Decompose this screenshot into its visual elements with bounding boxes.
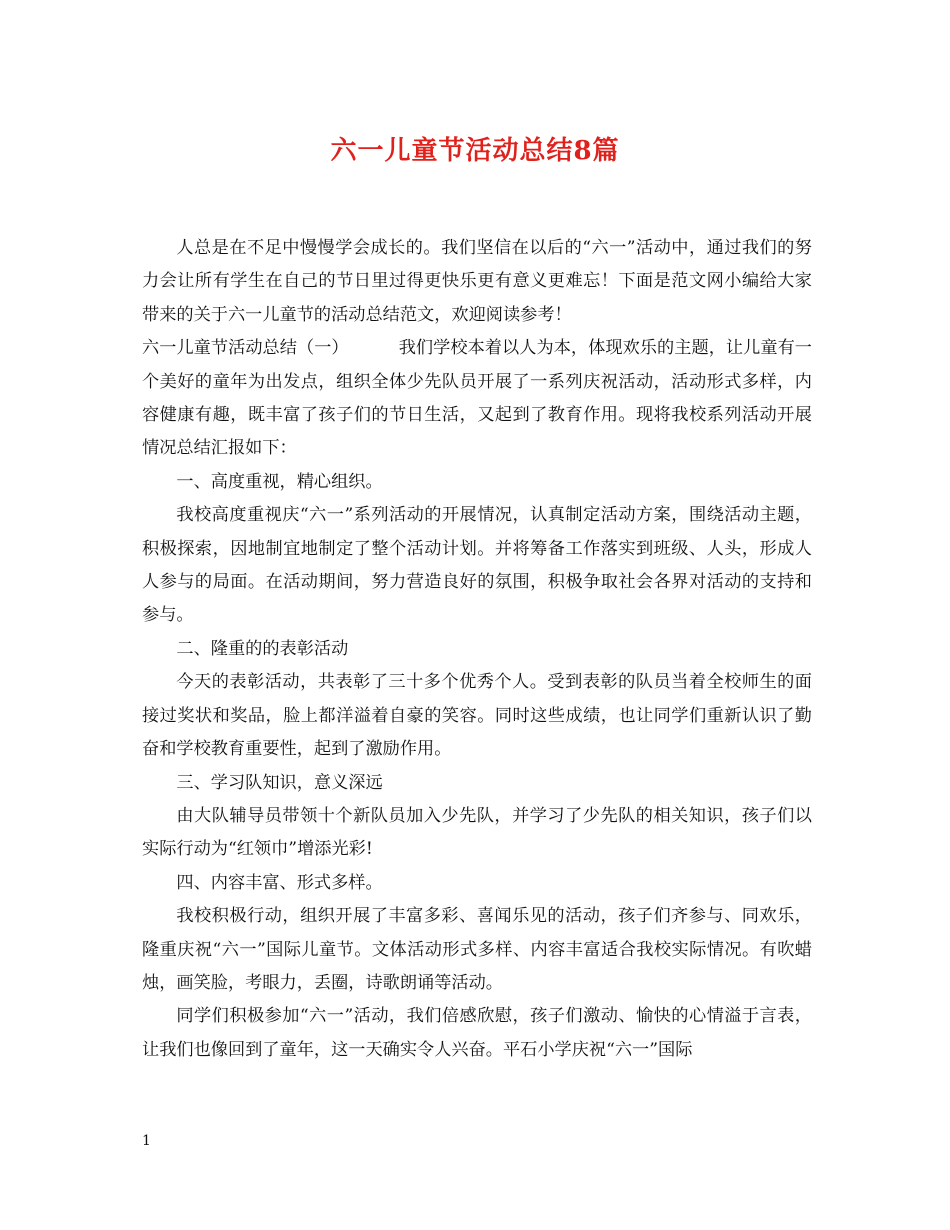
paragraph-5: 同学们积极参加“六一”活动，我们倍感欣慰，孩子们激动、愉快的心情溢于言表，让我们也像回到了童年，这一天确实令人兴奋。平石小学庆祝“六一”国际 (142, 1006, 812, 1060)
document-body (142, 232, 812, 1067)
document-title: 六一儿童节活动总结8篇 (330, 136, 620, 166)
heading-2: 二、隆重的的表彰活动 (176, 638, 349, 659)
heading-4: 四、内容丰富、形式多样。 (176, 872, 383, 893)
section-heading: 六一儿童节活动总结（一） (142, 338, 349, 359)
paragraph-2: 今天的表彰活动，共表彰了三十多个优秀个人。受到表彰的队员当着全校师生的面接过奖状和奖品，脸上都洋溢着自豪的笑容。同时这些成绩，也让同学们重新认识了勤奋和学校教育重要性，起到了激励作用。 (142, 672, 812, 760)
paragraph-4: 我校积极行动，组织开展了丰富多彩、喜闻乐见的活动，孩子们齐参与、同欢乐，隆重庆祝“六一”国际儿童节。文体活动形式多样、内容丰富适合我校实际情况。有吹蜡烛，画笑脸，考眼力，丢圈，诗歌朗诵等活动。 (142, 906, 812, 993)
paragraph-3: 由大队辅导员带领十个新队员加入少先队，并学习了少先队的相关知识，孩子们以实际行动为“红领巾”增添光彩! (142, 805, 812, 860)
page-number: 1 (142, 1133, 151, 1149)
intro-paragraph: 人总是在不足中慢慢学会成长的。我们坚信在以后的“六一”活动中，通过我们的努力会让所有学生在自己的节日里过得更快乐更有意义更难忘！下面是范文网小编给大家带来的关于六一儿童节的活动总结范文，欢迎阅读参考！ (142, 238, 812, 325)
paragraph-1: 我校高度重视庆“六一”系列活动的开展情况，认真制定活动方案，围绕活动主题，积极探索，因地制宜地制定了整个活动计划。并将筹备工作落实到班级、人头，形成人人参与的局面。在活动期间，努力营造良好的氛围，积极争取社会各界对活动的支持和参与。 (142, 505, 812, 626)
section-text: 我们学校本着以人为本，体现欢乐的主题，让儿童有一个美好的童年为出发点，组织全体少先队员开展了一系列庆祝活动，活动形式多样，内容健康有趣，既丰富了孩子们的节日生活，又起到了教育作用。现将我校系列活动开展情况总结汇报如下： (142, 338, 812, 459)
heading-3: 三、学习队知识，意义深远 (176, 772, 383, 793)
heading-1: 一、高度重视，精心组织。 (176, 471, 383, 492)
section-paragraph (142, 332, 812, 466)
